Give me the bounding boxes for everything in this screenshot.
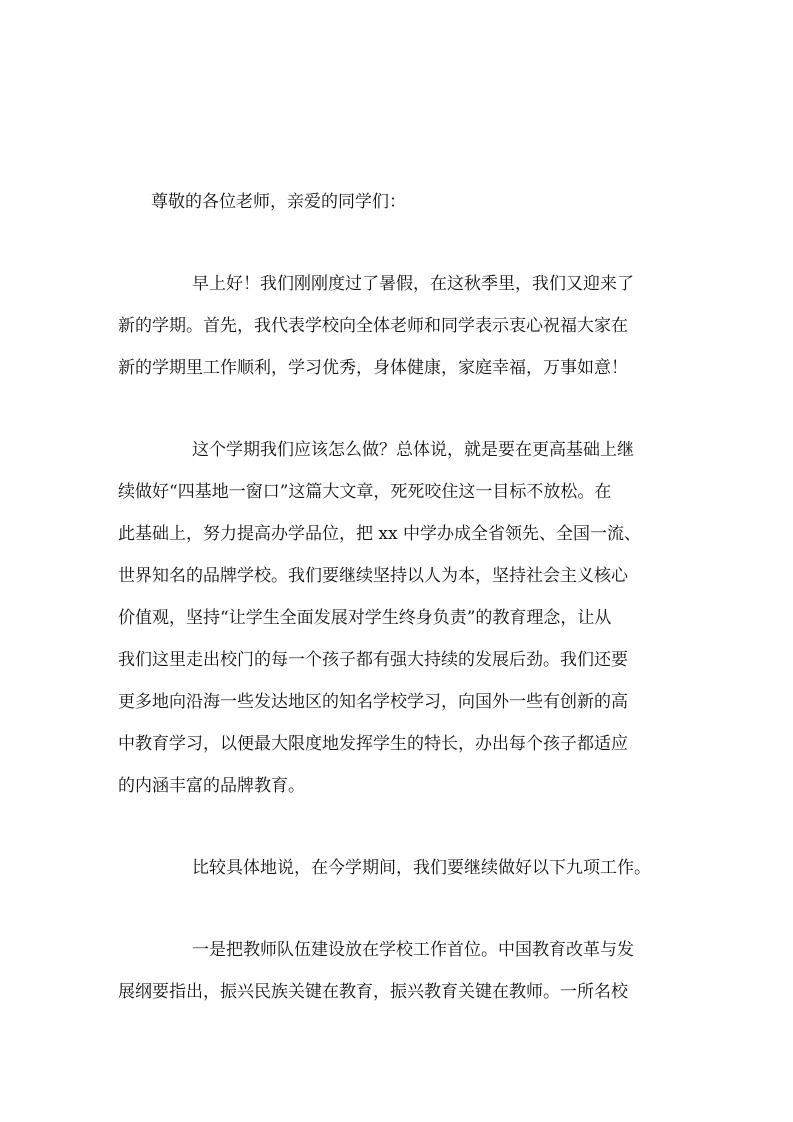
paragraph-2-line-6: 我们这里走出校门的每一个孩子都有强大持续的发展后劲。我们还要 — [118, 650, 628, 670]
paragraph-2-line-3: 此基础上，努力提高办学品位，把 xx 中学办成全省领先、全国一流、 — [118, 524, 641, 544]
paragraph-2-line-4: 世界知名的品牌学校。我们要继续坚持以人为本，坚持社会主义核心 — [118, 566, 628, 586]
paragraph-1-line-1: 早上好！我们刚刚度过了暑假，在这秋季里，我们又迎来了 — [192, 274, 634, 294]
paragraph-2-line-9: 的内涵丰富的品牌教育。 — [118, 776, 305, 796]
paragraph-2-line-5: 价值观，坚持“让学生全面发展对学生终身负责”的教育理念，让从 — [118, 608, 612, 628]
paragraph-2-line-1: 这个学期我们应该怎么做？总体说，就是要在更高基础上继 — [192, 440, 634, 460]
paragraph-4-line-1: 一是把教师队伍建设放在学校工作首位。中国教育改革与发 — [192, 940, 634, 960]
paragraph-1-line-2: 新的学期。首先，我代表学校向全体老师和同学表示衷心祝福大家在 — [118, 316, 628, 336]
paragraph-4-line-2: 展纲要指出，振兴民族关键在教育，振兴教育关键在教师。一所名校 — [118, 982, 628, 1002]
paragraph-2-line-2: 续做好“四基地一窗口”这篇大文章，死死咬住这一目标不放松。在 — [118, 482, 612, 502]
paragraph-2-line-7: 更多地向沿海一些发达地区的知名学校学习，向国外一些有创新的高 — [118, 692, 628, 712]
paragraph-2-line-8: 中教育学习，以便最大限度地发挥学生的特长，办出每个孩子都适应 — [118, 734, 628, 754]
greeting-line: 尊敬的各位老师，亲爱的同学们： — [151, 192, 406, 212]
paragraph-1-line-3: 新的学期里工作顺利，学习优秀，身体健康，家庭幸福，万事如意！ — [118, 358, 628, 378]
paragraph-3-line-1: 比较具体地说，在今学期间，我们要继续做好以下九项工作。 — [192, 858, 651, 878]
